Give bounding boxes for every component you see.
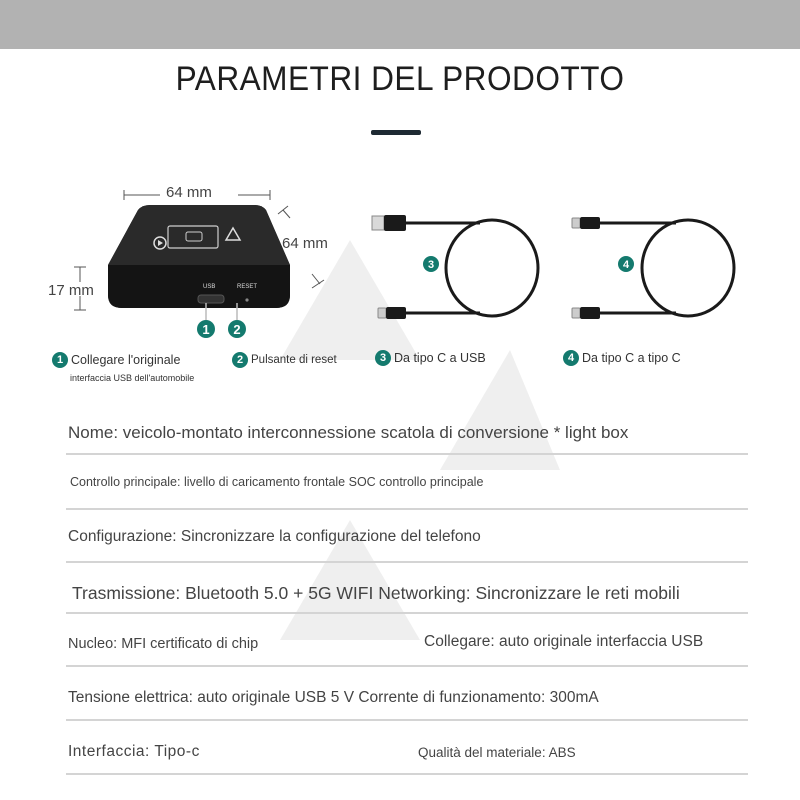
callout-1-sub: interfaccia USB dell'automobile	[70, 373, 195, 383]
spec-row-transmission	[66, 563, 748, 614]
callout-number: 2	[232, 352, 248, 368]
callout-2	[232, 352, 337, 368]
spec-voltage: Tensione elettrica: auto originale USB 5 V Corrente di funzionamento: 300mA	[68, 689, 599, 706]
spec-row-config	[66, 510, 748, 563]
svg-text:1: 1	[202, 322, 210, 337]
spec-connect: Collegare: auto originale interfaccia USB	[424, 633, 704, 650]
callout-number: 4	[563, 350, 579, 366]
callout-label: Pulsante di reset	[251, 354, 337, 366]
spec-row-voltage	[66, 667, 748, 721]
svg-text:3: 3	[427, 259, 435, 271]
callout-label: Da tipo C a USB	[394, 351, 486, 365]
callout-number: 1	[52, 352, 68, 368]
callout-3	[375, 350, 486, 366]
spec-config: Configurazione: Sincronizzare la configurazione del telefono	[68, 528, 481, 545]
spec-row-control	[66, 455, 748, 510]
dim-height-label: 17 mm	[48, 282, 94, 299]
svg-text:4: 4	[622, 259, 630, 271]
callout-label: Da tipo C a tipo C	[582, 351, 681, 365]
spec-name: Nome: veicolo-montato interconnessione scatola di conversione * light box	[68, 423, 629, 442]
dim-depth-label: 64 mm	[282, 235, 328, 252]
spec-row-core	[66, 614, 748, 667]
callout-number: 3	[375, 350, 391, 366]
top-banner	[0, 0, 800, 49]
spec-row-interface	[66, 721, 748, 775]
spec-control: Controllo principale: livello di caricamento frontale SOC controllo principale	[70, 475, 484, 489]
dim-width-label: 64 mm	[166, 184, 212, 201]
callout-1	[52, 352, 180, 368]
page-title: PARAMETRI DEL PRODOTTO	[175, 60, 625, 98]
reset-port-label: RESET	[237, 284, 258, 290]
callout-label: Collegare l'originale	[71, 353, 181, 367]
spec-row-name	[66, 405, 748, 455]
svg-text:2: 2	[233, 322, 241, 337]
spec-material: Qualità del materiale: ABS	[418, 745, 576, 760]
usb-port-label: USB	[203, 284, 216, 290]
spec-interface: Interfaccia: Tipo-c	[68, 743, 200, 760]
spec-core: Nucleo: MFI certificato di chip	[68, 636, 259, 652]
product-diagram	[0, 170, 800, 390]
title-underline	[371, 130, 421, 135]
callout-4	[563, 350, 681, 366]
spec-transmission: Trasmissione: Bluetooth 5.0 + 5G WIFI Networking: Sincronizzare le reti mobili	[72, 583, 680, 603]
